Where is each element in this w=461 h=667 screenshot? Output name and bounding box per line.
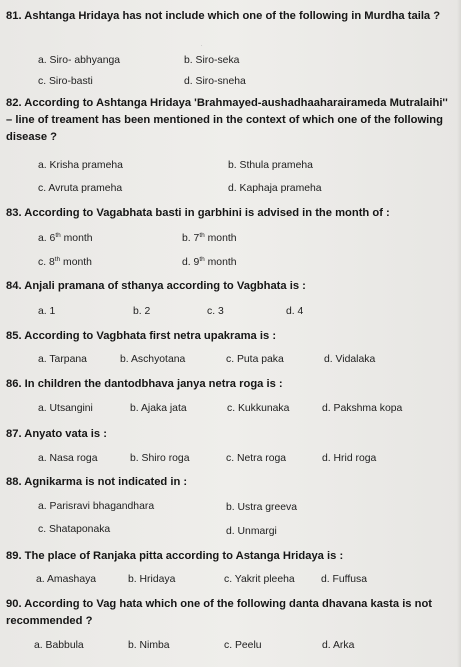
question-text: Ashtanga Hridaya has not include which one of the following in Murdha taila ? bbox=[24, 10, 441, 22]
option-a[interactable]: a. 1 bbox=[38, 306, 56, 317]
option-b[interactable] bbox=[182, 232, 237, 246]
question-number: 83. bbox=[6, 207, 22, 219]
question-89 bbox=[6, 548, 454, 565]
page-edge-shadow bbox=[457, 0, 461, 667]
option-d[interactable]: d. 4 bbox=[286, 306, 304, 317]
question-number: 90. bbox=[6, 598, 22, 610]
option-c[interactable] bbox=[38, 256, 92, 270]
option-c[interactable]: c. Netra roga bbox=[226, 453, 287, 464]
option-b[interactable]: b. Siro-seka bbox=[184, 55, 240, 66]
option-b[interactable]: b. Hridaya bbox=[128, 574, 176, 585]
question-text: According to Vag hata which one of the following danta dhavana kasta is not recommended ? bbox=[6, 598, 433, 627]
option-d[interactable] bbox=[182, 256, 237, 270]
option-text: a. 6 bbox=[38, 233, 56, 244]
ordinal-suffix: th bbox=[54, 256, 61, 263]
question-number: 82. bbox=[6, 97, 22, 109]
question-90 bbox=[6, 596, 454, 630]
option-c[interactable]: c. Yakrit pleeha bbox=[224, 574, 295, 585]
option-d[interactable]: d. Pakshma kopa bbox=[322, 403, 403, 414]
option-text: month bbox=[204, 233, 237, 244]
option-d[interactable]: d. Arka bbox=[322, 640, 355, 651]
question-88 bbox=[6, 474, 454, 491]
option-a[interactable]: a. Krisha prameha bbox=[38, 160, 123, 171]
question-number: 84. bbox=[6, 280, 22, 292]
question-86 bbox=[6, 376, 454, 393]
question-81 bbox=[6, 8, 454, 25]
question-text: According to Vagabhata basti in garbhini is advised in the month of : bbox=[24, 207, 390, 219]
question-82 bbox=[6, 95, 456, 146]
option-a[interactable]: a. Babbula bbox=[34, 640, 84, 651]
option-text: d. 9 bbox=[182, 257, 200, 268]
question-87 bbox=[6, 426, 454, 443]
question-number: 87. bbox=[6, 428, 22, 440]
ordinal-suffix: th bbox=[199, 256, 205, 263]
option-b[interactable]: b. Ajaka jata bbox=[130, 403, 187, 414]
question-number: 85. bbox=[6, 330, 22, 342]
option-b[interactable]: b. Shiro roga bbox=[130, 453, 190, 464]
option-text: b. 7 bbox=[182, 233, 200, 244]
option-a[interactable] bbox=[38, 232, 93, 246]
option-c[interactable]: c. Shataponaka bbox=[38, 524, 111, 535]
question-text: According to Vagbhata first netra upakrama is : bbox=[24, 330, 277, 342]
option-a[interactable]: a. Utsangini bbox=[38, 403, 93, 414]
ordinal-suffix: th bbox=[199, 232, 205, 239]
option-c[interactable]: c. Peelu bbox=[224, 640, 262, 651]
option-b[interactable]: b. Nimba bbox=[128, 640, 170, 651]
question-text: Anjali pramana of sthanya according to Vagbhata is : bbox=[24, 280, 306, 292]
option-c[interactable]: c. Puta paka bbox=[226, 354, 284, 365]
question-number: 88. bbox=[6, 476, 22, 488]
option-a[interactable]: a. Tarpana bbox=[38, 354, 87, 365]
question-83 bbox=[6, 205, 454, 222]
option-a[interactable]: a. Amashaya bbox=[36, 574, 97, 585]
option-c[interactable]: c. Kukkunaka bbox=[227, 403, 290, 414]
option-d[interactable]: d. Hrid roga bbox=[322, 453, 377, 464]
question-number: 86. bbox=[6, 378, 22, 390]
option-a[interactable]: a. Siro- abhyanga bbox=[38, 55, 121, 66]
option-d[interactable]: d. Kaphaja prameha bbox=[228, 183, 322, 194]
option-c[interactable]: c. Siro-basti bbox=[38, 76, 93, 87]
ordinal-suffix: th bbox=[55, 232, 61, 239]
option-text: month bbox=[60, 233, 93, 244]
show-through-text: · bbox=[200, 40, 204, 51]
option-c[interactable]: c. Avruta prameha bbox=[38, 183, 123, 194]
question-text: Agnikarma is not indicated in : bbox=[24, 476, 188, 488]
question-85 bbox=[6, 328, 454, 345]
option-text: month bbox=[60, 257, 92, 268]
question-number: 89. bbox=[6, 550, 22, 562]
question-text: The place of Ranjaka pitta according to Astanga Hridaya is : bbox=[24, 550, 344, 562]
option-d[interactable]: d. Siro-sneha bbox=[184, 76, 246, 87]
option-b[interactable]: b. Aschyotana bbox=[120, 354, 186, 365]
option-b[interactable]: b. Ustra greeva bbox=[226, 502, 298, 513]
question-text: According to Ashtanga Hridaya 'Brahmayed-aushadhaaharairameda Mutralaihi'' – line of treament has been mentioned in the context of which one of the following disease ? bbox=[6, 97, 448, 143]
option-text: c. 8 bbox=[38, 257, 55, 268]
question-text: Anyato vata is : bbox=[24, 428, 107, 440]
option-a[interactable]: a. Parisravi bhagandhara bbox=[38, 501, 155, 512]
option-b[interactable]: b. Sthula prameha bbox=[228, 160, 313, 171]
option-c[interactable]: c. 3 bbox=[207, 306, 224, 317]
option-text: month bbox=[204, 257, 237, 268]
question-84 bbox=[6, 278, 454, 295]
option-b[interactable]: b. 2 bbox=[133, 306, 151, 317]
option-d[interactable]: d. Fuffusa bbox=[321, 574, 368, 585]
option-d[interactable]: d. Vidalaka bbox=[324, 354, 376, 365]
question-text: In children the dantodbhava janya netra roga is : bbox=[24, 378, 283, 390]
question-number: 81. bbox=[6, 10, 22, 22]
option-a[interactable]: a. Nasa roga bbox=[38, 453, 98, 464]
option-d[interactable]: d. Unmargi bbox=[226, 526, 277, 537]
